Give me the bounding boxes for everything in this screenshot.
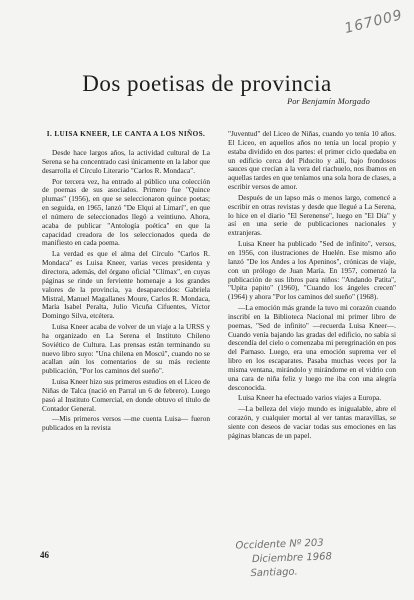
- handwritten-source-note: [235, 536, 332, 581]
- paragraph: La verdad es que el alma del Círculo "Carlos R. Mondaca" es Luisa Kneer, varias veces presidenta y directora, además, del órgano oficial "Clímax", en cuyas páginas se rinde un ferviente homenaje a los grandes valores de la provincia, ya desaparecidos: Gabriela Mistral, Manuel Magallanes Moure, Carlos R. Mondaca, María Isabel Peralta, Julio Vicuña Cifuentes, Víctor Domingo Silva, etcétera.: [42, 249, 210, 321]
- paragraph: —Mis primeros versos —me cuenta Luisa— fueron publicados en la revista: [42, 414, 210, 433]
- page-number: 46: [40, 550, 49, 560]
- left-column: [42, 130, 210, 433]
- author-prefix: Por: [287, 97, 300, 106]
- paragraph: —La emoción más grande la tuvo mi corazón cuando inscribí en la Biblioteca Nacional mi primer libro de poemas, "Sed de infinito" —recuerda Luisa Kneer—. Cuando venía bajando las gradas del edificio, no sabía si descendía del cielo o comenzaba mi peregrinación en pos del Parnaso. Luego, era una emoción suprema ver el libro en los escaparates. Pasaba muchas veces por la misma ventana, mirándolo y mirándome en el vidrio con una cara de niña feliz y luego me iba con una alegría desconocida.: [228, 303, 396, 392]
- handwritten-source-line: Occidente Nº 203: [235, 537, 324, 552]
- author-name: Benjamín Morgado: [301, 97, 370, 106]
- paragraph: —La belleza del viejo mundo es inigualable, abre el corazón, y cualquier mortal al ver tantas maravillas, se siente con deseos de vaciar todas sus emociones en las páginas blancas de un papel.: [228, 404, 396, 440]
- handwritten-catalog-number: 167009: [342, 7, 405, 37]
- paragraph: Luisa Kneer ha publicado "Sed de infinito", versos, en 1956, con ilustraciones de Huelén. Ese mismo año lanzó "De los Andes a los Apeninos", crónicas de viaje, con un prólogo de Juan María. En 1957, comenzó la publicación de sus libros para niños: "Andando Patita", "Upita papito" (1960), "Cuando los ángeles crecen" (1964) y ahora "Por los caminos del sueño" (1968).: [228, 239, 396, 302]
- article-title: Dos poetisas de provincia: [82, 71, 332, 97]
- paragraph: Luisa Kneer hizo sus primeros estudios en el Liceo de Niñas de Talca (nació en Parral un 6 de febrero). Luego pasó al Instituto Comercial, en donde obtuvo el título de Contador General.: [42, 377, 210, 413]
- paragraph: Por tercera vez, ha entrado al público una colección de poemas de sus asociados. Primero fue "Quince plumas" (1956), en que se seleccionaron quince poetas; en seguida, en 1965, lanzó "De Elqui al Limarí", en que el número de seleccionados llegó a veintiuno. Ahora, acaba de publicar "Antología poética" en que la capacidad creadora de los seleccionados queda de manifiesto en cada poema.: [42, 176, 210, 248]
- paragraph: Desde hace largos años, la actividad cultural de La Serena se ha concentrado casi únicamente en la labor que desarrolla el Círculo Literario "Carlos R. Mondaca".: [42, 148, 210, 175]
- paragraph: Luisa Kneer ha efectuado varios viajes a Europa.: [238, 393, 382, 403]
- section-heading: I. LUISA KNEER, LE CANTA A LOS NIÑOS.: [46, 130, 206, 138]
- paragraph: Luisa Kneer acaba de volver de un viaje a la URSS y ha organizado en La Serena el Instituto Chileno Soviético de Cultura. Las prensas están terminando su nuevo libro suyo: "Una chilena en Moscú", cuando no se acallan aún los comentarios de su más reciente publicación, "Por los caminos del sueño".: [42, 322, 210, 376]
- handwritten-source-line: Santiago.: [250, 566, 298, 580]
- paragraph: "Juventud" del Liceo de Niñas, cuando yo tenía 10 años. El Liceo, en aquellos años no tenía un local propio y estaba dividido en dos partes: el primer ciclo quedaba en un edificio cerca del Piducito y allí, bajo frondosos sauces que crecían a la vera del riachuelo, nos íbamos en aquellas tardes en que teníamos una sola hora de clases, a escribir versos de amor.: [228, 129, 396, 192]
- paragraph: Después de un lapso más o menos largo, comencé a escribir en otras revistas y desde que llegué a La Serena, lo hice en el diario "El Serenense", luego en "El Día" y así en una serie de publicaciones nacionales y extranjeras.: [228, 192, 396, 238]
- right-column: [228, 130, 396, 441]
- author-byline: [287, 97, 370, 106]
- handwritten-source-line: Diciembre 1968: [251, 551, 333, 566]
